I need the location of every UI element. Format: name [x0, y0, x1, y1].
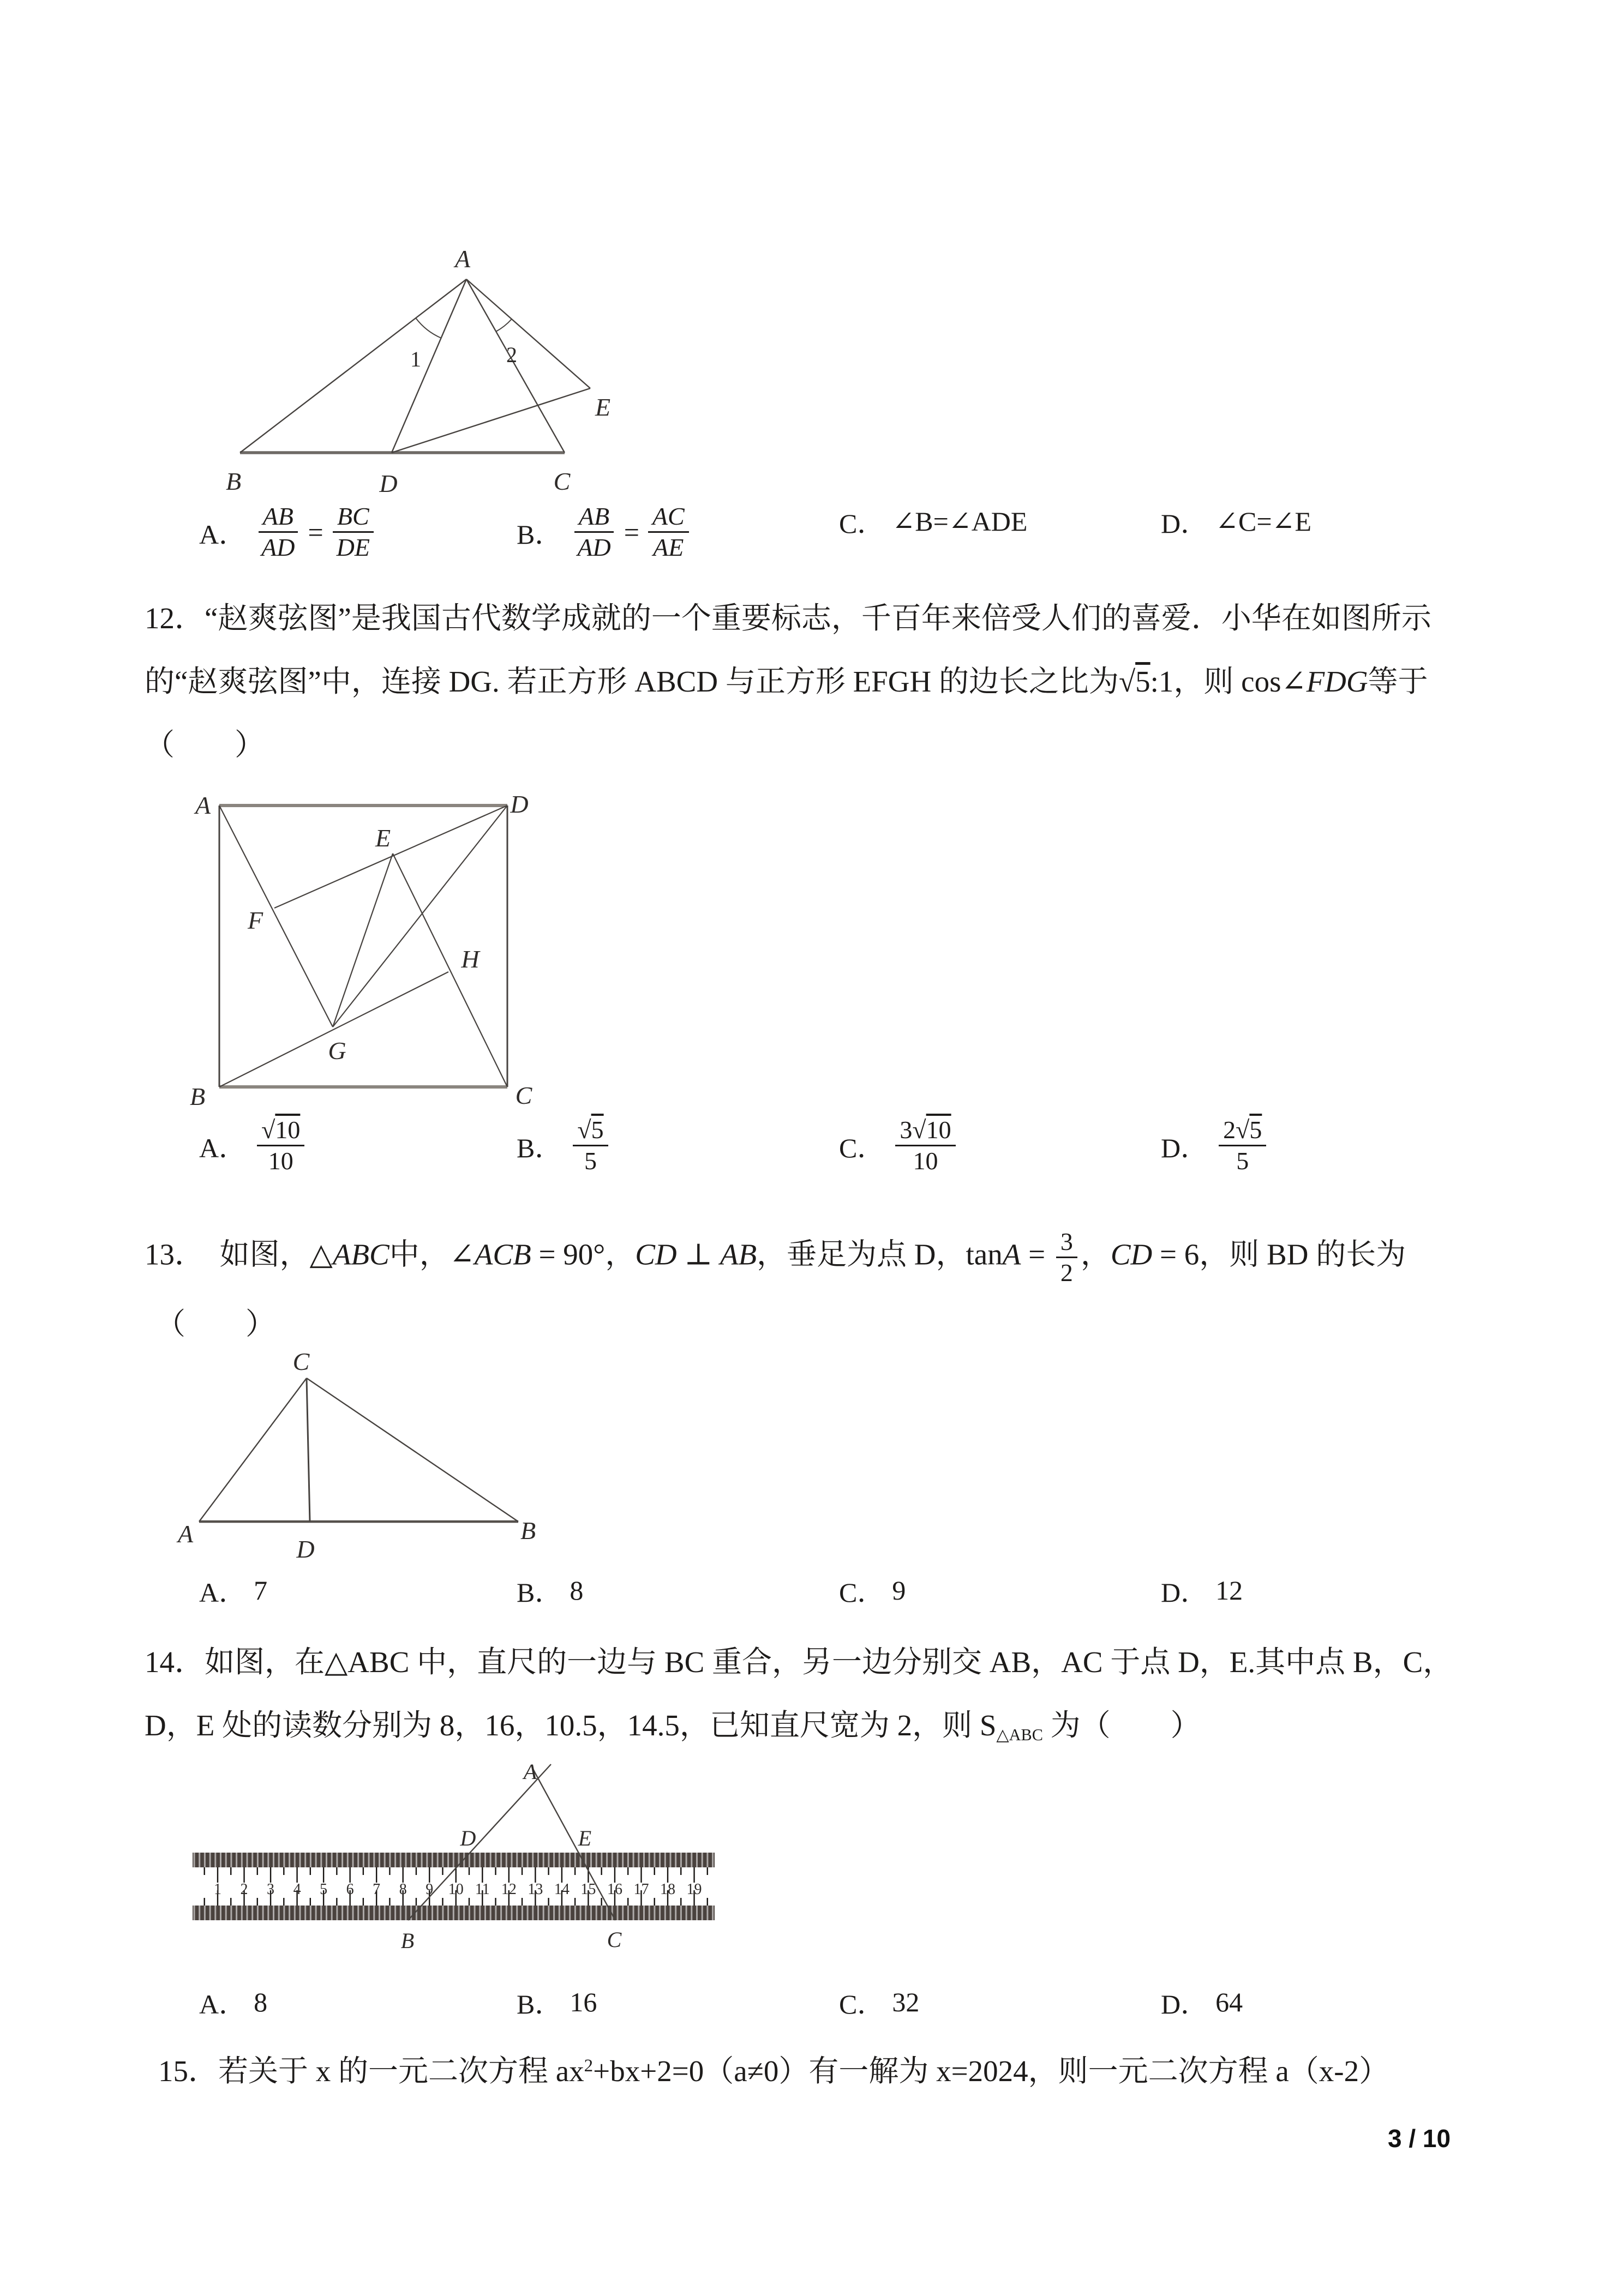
option-value: 9 [892, 1575, 906, 1606]
q12-paren: （ ） [145, 728, 265, 761]
ruler-number: 7 [373, 1881, 381, 1898]
option-value: ∠C=∠E [1215, 506, 1311, 537]
q12-line1: 12．“赵爽弦图”是我国古代数学成就的一个重要标志，千百年来倍受人们的喜爱．小华在如图所示 [145, 602, 1431, 635]
option-value: 12 [1215, 1575, 1243, 1606]
option-label: A． [199, 1577, 247, 1608]
option-value: ∠B=∠ADE [892, 506, 1028, 537]
option-d [1161, 502, 1311, 541]
ruler-number: 8 [399, 1881, 407, 1898]
ruler-number: 17 [633, 1881, 649, 1898]
option-c [839, 1115, 959, 1176]
point-label-b: B [189, 1083, 206, 1110]
ruler-number: 10 [448, 1881, 464, 1898]
q15-line: 15．若关于 x 的一元二次方程 $ax^2+bx+2=0(a\ne 0)$有一解为 x=2024，则一元二次方程 a（x-2） [158, 2054, 1389, 2088]
ruler-number: 6 [346, 1881, 354, 1898]
option-label: A． [199, 1989, 247, 2019]
ruler-number: 2 [240, 1881, 248, 1898]
q11-options [0, 502, 1624, 584]
q13-line: 13． 如图，△ABC中，∠ACB = 90°，CD ⊥ AB，垂足为点 D，tanA = $\frac{3}{2}$ ，CD = 6，则 BD 的长为 [145, 1227, 1406, 1288]
ruler-number: 16 [607, 1881, 622, 1898]
ruler-number: 9 [426, 1881, 434, 1898]
ruler-number: 15 [580, 1881, 596, 1898]
option-label: C． [839, 1132, 885, 1163]
q13-figure-lines [199, 1378, 518, 1522]
point-label-a: A [195, 791, 211, 819]
option-b [517, 1982, 597, 2022]
option-label: B． [517, 1132, 562, 1163]
ruler-numbers [214, 1881, 702, 1898]
point-label-c: C [607, 1927, 622, 1952]
ruler-number: 13 [528, 1881, 543, 1898]
point-label-b: B [400, 1928, 415, 1953]
page-number: 3 / 10 [1388, 2124, 1451, 2153]
ruler-number: 18 [660, 1881, 676, 1898]
point-label-e: E [578, 1826, 592, 1850]
ruler-number: 3 [267, 1881, 275, 1898]
angle-2-arc [496, 319, 512, 332]
point-label-b: B [225, 467, 242, 495]
ruler-number: 4 [293, 1881, 301, 1898]
q12-figure [180, 780, 556, 1129]
option-label: C． [839, 1577, 885, 1608]
option-value: 7 [254, 1575, 268, 1606]
option-label: D． [1161, 1132, 1208, 1163]
option-label: A． [199, 1132, 247, 1163]
option-b [517, 502, 692, 563]
option-label: C． [839, 508, 885, 539]
option-d [1161, 1571, 1243, 1610]
q13-paren: （ ） [155, 1307, 276, 1341]
option-b [517, 1571, 583, 1610]
point-label-d: D [510, 790, 529, 818]
fraction: $\frac{3√10}{10}$ [895, 1115, 955, 1176]
point-label-e: E [375, 824, 391, 852]
point-label-g: G [328, 1037, 346, 1065]
angle-1-arc [416, 318, 441, 338]
point-label-e: E [595, 393, 611, 421]
ruler-number: 14 [554, 1881, 570, 1898]
option-label: C． [839, 1989, 885, 2019]
point-label-c: C [292, 1348, 310, 1375]
ruler-number: 11 [475, 1881, 490, 1898]
angle-label-2: 2 [506, 342, 517, 367]
equals-sign: = [308, 516, 323, 548]
ruler-number: 19 [686, 1881, 702, 1898]
ruler-number: 12 [501, 1881, 517, 1898]
option-c [839, 1571, 906, 1610]
option-a [199, 1115, 308, 1176]
option-label: A． [199, 519, 247, 550]
fraction: $\frac{2√5}{5}$ [1219, 1115, 1266, 1176]
option-d [1161, 1115, 1269, 1176]
option-a [199, 1571, 267, 1610]
ruler-number: 1 [214, 1881, 221, 1898]
angle-label-1: 1 [410, 347, 421, 371]
option-d [1161, 1982, 1243, 2022]
point-label-a: A [523, 1759, 537, 1784]
fraction: $\frac{AB}{AD}$ [257, 502, 299, 563]
equals-sign: = [624, 516, 639, 548]
point-label-h: H [461, 945, 480, 973]
q14-options [0, 1982, 1624, 2021]
q14-line1: 14．如图，在△ABC 中，直尺的一边与 BC 重合，另一边分别交 AB，AC 于点 D，E.其中点 B，C， [145, 1645, 1453, 1679]
q13-figure [175, 1344, 556, 1568]
q13-options [0, 1571, 1624, 1609]
option-a [199, 1982, 267, 2022]
ruler-number: 5 [320, 1881, 328, 1898]
q12-line2: 的“赵爽弦图”中，连接 DG. 若正方形 ABCD 与正方形 EFGH 的边长之比为√5:1，则 cos∠FDG等于 [145, 665, 1428, 698]
option-value: 16 [570, 1987, 597, 2017]
option-label: D． [1161, 1989, 1208, 2019]
point-label-d: D [460, 1826, 476, 1850]
option-label: B． [517, 519, 562, 550]
option-a [199, 502, 377, 563]
point-label-c: C [553, 467, 571, 495]
option-label: B． [517, 1577, 562, 1608]
fraction: $\frac{3}{2}$ [1056, 1227, 1077, 1288]
fraction: $\frac{AB}{AD}$ [573, 502, 615, 563]
point-label-c: C [515, 1081, 532, 1109]
option-value: 64 [1215, 1987, 1243, 2017]
option-label: D． [1161, 1577, 1208, 1608]
option-c [839, 502, 1027, 541]
point-label-a: A [177, 1520, 194, 1548]
q14-figure [175, 1753, 731, 1955]
point-label-d: D [379, 470, 398, 497]
option-value: 8 [570, 1575, 584, 1606]
fraction: $\frac{BC}{DE}$ [332, 502, 374, 563]
point-label-b: B [520, 1517, 536, 1544]
option-value: 8 [254, 1987, 268, 2017]
q12-options [0, 1115, 1624, 1197]
point-label-a: A [454, 245, 471, 273]
point-label-d: D [296, 1535, 315, 1563]
fraction: $\frac{√5}{5}$ [573, 1115, 608, 1176]
option-b [517, 1115, 612, 1176]
fraction: $\frac{AC}{AE}$ [648, 502, 689, 563]
option-label: D． [1161, 508, 1208, 539]
option-c [839, 1982, 919, 2022]
fraction: $\frac{√10}{10}$ [257, 1115, 304, 1176]
option-label: B． [517, 1989, 562, 2019]
option-value: 32 [892, 1987, 920, 2017]
q14-line2: D，E 处的读数分别为 8，16，10.5，14.5，已知直尺宽为 2，则 S△ABC 为（ ） [145, 1709, 1201, 1745]
point-label-f: F [247, 906, 263, 934]
